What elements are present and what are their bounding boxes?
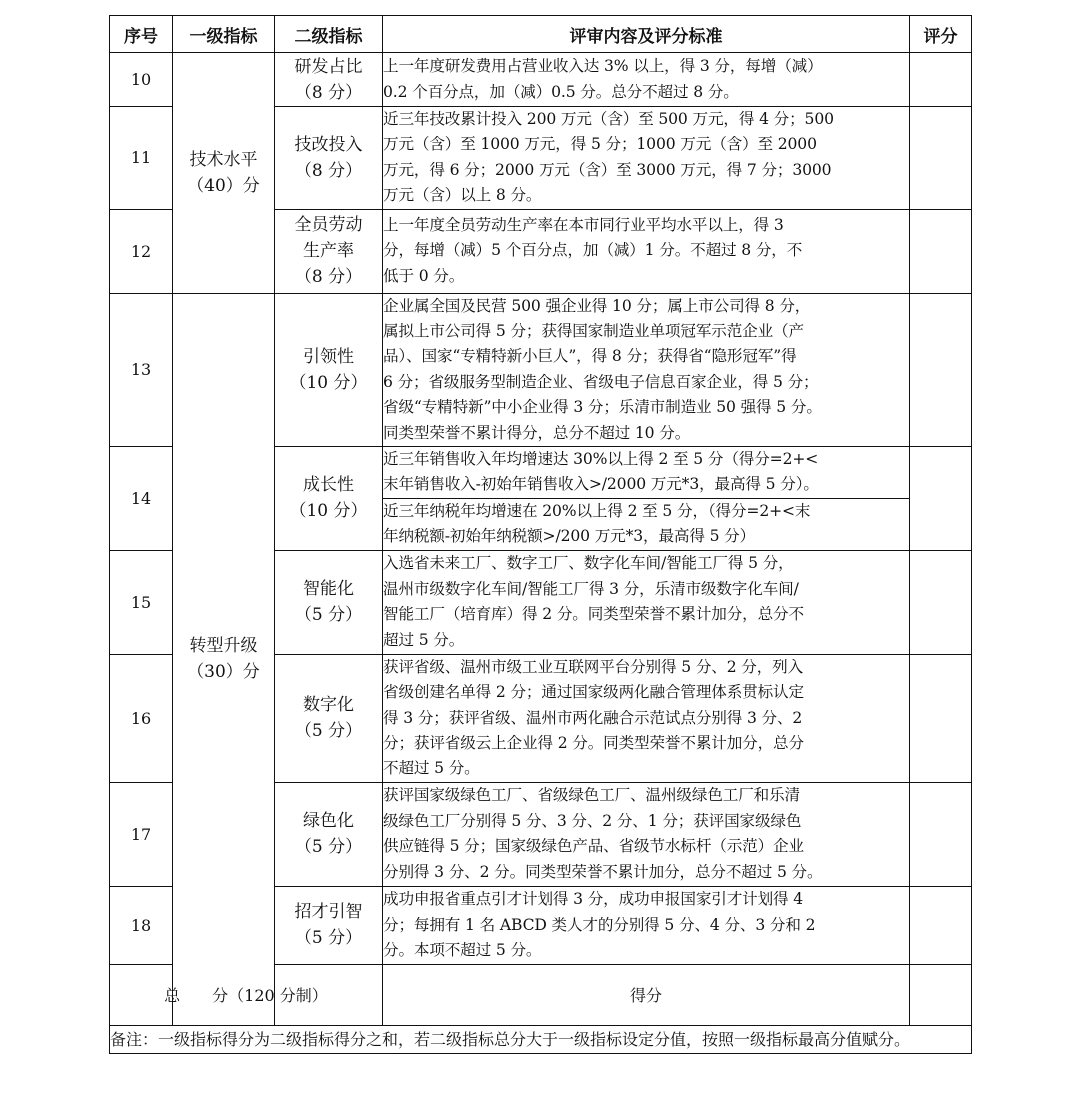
row-number: 15 [110, 550, 173, 654]
header-level2: 二级指标 [275, 16, 383, 53]
criteria-text: 上一年度全员劳动生产率在本市同行业平均水平以上，得 3 分，每增（减）5 个百分点，加（减）1 分。不超过 8 分，不 低于 0 分。 [383, 209, 910, 293]
level2-item: 招才引智 （5 分） [275, 886, 383, 964]
score-cell[interactable] [910, 53, 972, 107]
level2-item: 全员劳动 生产率 （8 分） [275, 209, 383, 293]
total-label: 总 分（120 分制） [110, 964, 383, 1025]
score-cell[interactable] [910, 654, 972, 782]
criteria-text: 近三年销售收入年均增速达 30%以上得 2 至 5 分（得分=2+< 末年销售收入-初始年销售收入>/2000 万元*3，最高得 5 分）。 [383, 447, 910, 499]
criteria-text: 获评国家级绿色工厂、省级绿色工厂、温州级绿色工厂和乐清 级绿色工厂分别得 5 分、3 分、2 分、1 分；获评国家级绿色 供应链得 5 分；国家级绿色产品、省级节水标杆（示范）企业 分别得 3 分、2 分。同类型荣誉不累计加分，总分不超过 5 分。 [383, 782, 910, 886]
row-number: 17 [110, 782, 173, 886]
scoring-table [109, 15, 972, 1054]
footnote: 备注：一级指标得分为二级指标得分之和，若二级指标总分大于一级指标设定分值，按照一级指标最高分值赋分。 [110, 1025, 972, 1053]
header-score: 评分 [910, 16, 972, 53]
table-row [110, 293, 972, 446]
row-number: 11 [110, 107, 173, 210]
level2-item: 引领性 （10 分） [275, 293, 383, 446]
criteria-text: 获评省级、温州市级工业互联网平台分别得 5 分、2 分，列入 省级创建名单得 2 分；通过国家级两化融合管理体系贯标认定 得 3 分；获评省级、温州市两化融合示范试点分别得 3 分、2 分；获评省级云上企业得 2 分。同类型荣誉不累计加分，总分 不超过 5 分。 [383, 654, 910, 782]
level2-item: 绿色化 （5 分） [275, 782, 383, 886]
total-score-cell[interactable] [910, 964, 972, 1025]
criteria-text: 近三年技改累计投入 200 万元（含）至 500 万元，得 4 分；500 万元（含）至 1000 万元，得 5 分；1000 万元（含）至 2000 万元，得 6 分；2000 万元（含）至 3000 万元，得 7 分；3000 万元（含）以上 8 分。 [383, 107, 910, 210]
level1-tech: 技术水平 （40）分 [173, 53, 275, 294]
row-number: 14 [110, 447, 173, 551]
score-cell[interactable] [910, 782, 972, 886]
level2-item: 智能化 （5 分） [275, 550, 383, 654]
row-number: 16 [110, 654, 173, 782]
header-row [110, 16, 972, 53]
row-number: 13 [110, 293, 173, 446]
level1-transform: 转型升级 （30）分 [173, 293, 275, 1025]
score-cell[interactable] [910, 293, 972, 446]
score-cell[interactable] [910, 886, 972, 964]
criteria-text: 近三年纳税年均增速在 20%以上得 2 至 5 分，（得分=2+<末 年纳税额-初始年纳税额>/200 万元*3，最高得 5 分） [383, 498, 910, 550]
table-row [110, 53, 972, 107]
score-cell[interactable] [910, 107, 972, 210]
header-seq: 序号 [110, 16, 173, 53]
row-number: 18 [110, 886, 173, 964]
note-row [110, 1025, 972, 1053]
total-row [110, 964, 972, 1025]
level2-item: 成长性 （10 分） [275, 447, 383, 551]
criteria-text: 入选省未来工厂、数字工厂、数字化车间/智能工厂得 5 分， 温州市级数字化车间/智能工厂得 3 分，乐清市级数字化车间/ 智能工厂（培育库）得 2 分。同类型荣誉不累计加分，总分不 超过 5 分。 [383, 550, 910, 654]
total-score-label: 得分 [383, 964, 910, 1025]
score-cell[interactable] [910, 209, 972, 293]
score-cell[interactable] [910, 447, 972, 551]
row-number: 12 [110, 209, 173, 293]
level2-item: 数字化 （5 分） [275, 654, 383, 782]
criteria-text: 企业属全国及民营 500 强企业得 10 分；属上市公司得 8 分， 属拟上市公司得 5 分；获得国家制造业单项冠军示范企业（产 品）、国家“专精特新小巨人”，得 8 分；获得省“隐形冠军”得 6 分；省级服务型制造企业、省级电子信息百家企业，得 5 分； 省级“专精特新”中小企业得 3 分；乐清市制造业 50 强得 5 分。 同类型荣誉不累计得分，总分不超过 10 分。 [383, 293, 910, 446]
score-cell[interactable] [910, 550, 972, 654]
criteria-text: 上一年度研发费用占营业收入达 3% 以上，得 3 分，每增（减） 0.2 个百分点，加（减）0.5 分。总分不超过 8 分。 [383, 53, 910, 107]
criteria-text: 成功申报省重点引才计划得 3 分，成功申报国家引才计划得 4 分；每拥有 1 名 ABCD 类人才的分别得 5 分、4 分、3 分和 2 分。本项不超过 5 分。 [383, 886, 910, 964]
level2-item: 技改投入 （8 分） [275, 107, 383, 210]
header-level1: 一级指标 [173, 16, 275, 53]
row-number: 10 [110, 53, 173, 107]
level2-item: 研发占比 （8 分） [275, 53, 383, 107]
header-criteria: 评审内容及评分标准 [383, 16, 910, 53]
